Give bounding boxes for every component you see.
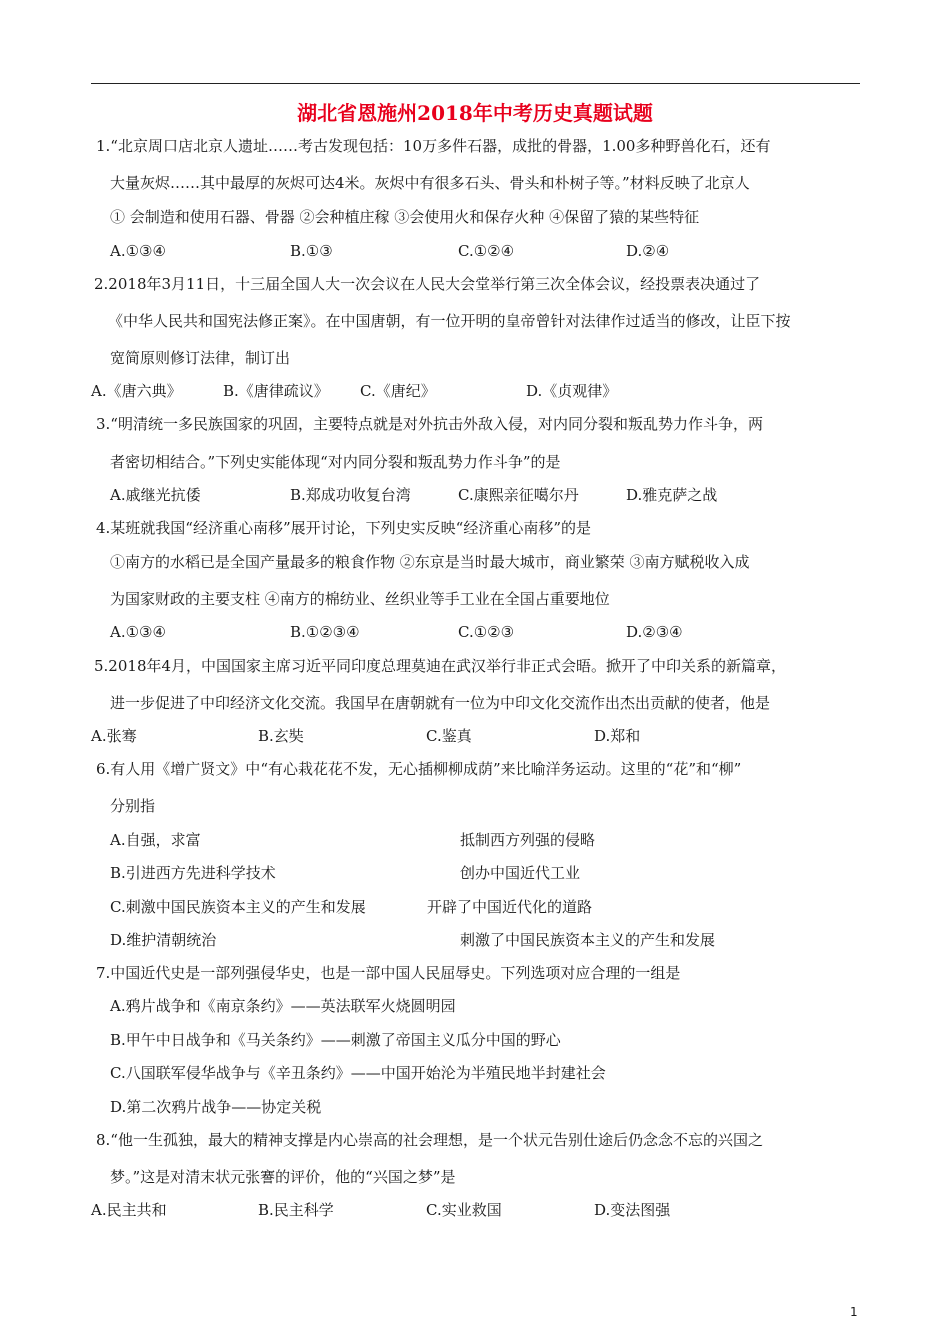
question-line: 6.有人用《增广贤文》中“有心栽花花不发，无心插柳柳成荫”来比喻洋务运动。这里的“花”和“柳”: [96, 760, 742, 778]
option-b: B.民主科学: [258, 1201, 334, 1219]
question-line: ①南方的水稻已是全国产量最多的粮食作物 ②东京是当时最大城市，商业繁荣 ③南方赋税收入成: [110, 553, 750, 571]
option-a: A.张骞: [91, 727, 137, 745]
option-c: C.①②③: [458, 623, 515, 641]
option-c: C.八国联军侵华战争与《辛丑条约》——中国开始沦为半殖民地半封建社会: [110, 1064, 606, 1082]
question-line: 4.某班就我国“经济重心南移”展开讨论，下列史实反映“经济重心南移”的是: [96, 519, 591, 537]
question-line: 8.“他一生孤独，最大的精神支撑是内心崇高的社会理想，是一个状元告别仕途后仍念念不忘的兴国之: [96, 1131, 763, 1149]
option-d: D.郑和: [594, 727, 641, 745]
question-line: 5.2018年4月，中国国家主席习近平同印度总理莫迪在武汉举行非正式会晤。掀开了中印关系的新篇章，: [94, 657, 787, 675]
option-b: B.《唐律疏议》: [223, 382, 329, 400]
option-c: C.①②④: [458, 242, 515, 260]
question-line: 2.2018年3月11日，十三届全国人大一次会议在人民大会堂举行第三次全体会议，经投票表决通过了: [94, 275, 761, 293]
option-a: A.戚继光抗倭: [110, 486, 201, 504]
option-b: B.甲午中日战争和《马关条约》——刺激了帝国主义瓜分中国的野心: [110, 1031, 561, 1049]
question-line: 进一步促进了中印经济文化交流。我国早在唐朝就有一位为中印文化交流作出杰出贡献的使者，他是: [110, 694, 771, 712]
header-rule: [91, 83, 860, 84]
option-d: D.雅克萨之战: [626, 486, 718, 504]
option-b-right: 创办中国近代工业: [460, 864, 581, 882]
option-a: A.《唐六典》: [91, 382, 182, 400]
option-d-left: D.维护清朝统治: [110, 931, 217, 949]
option-a: A.①③④: [110, 623, 166, 641]
option-b-left: B.引进西方先进科学技术: [110, 864, 276, 882]
question-line: 大量灰烬……其中最厚的灰烬可达4米。灰烬中有很多石头、骨头和朴树子等。”材料反映了北京人: [110, 174, 750, 192]
page-number: 1: [850, 1305, 858, 1319]
question-line: 《中华人民共和国宪法修正案》。在中国唐朝，有一位开明的皇帝曾针对法律作过适当的修改，让臣下按: [108, 312, 791, 330]
question-line: 者密切相结合。”下列史实能体现“对内同分裂和叛乱势力作斗争”的是: [110, 453, 561, 471]
option-c: C.实业救国: [426, 1201, 502, 1219]
option-a-left: A.自强，求富: [110, 831, 201, 849]
option-b: B.玄奘: [258, 727, 304, 745]
question-line: 梦。”这是对清末状元张謇的评价，他的“兴国之梦”是: [110, 1168, 456, 1186]
option-d: D.②③④: [626, 623, 683, 641]
option-a-right: 抵制西方列强的侵略: [460, 831, 596, 849]
question-line: 宽简原则修订法律，制订出: [110, 349, 291, 367]
option-b: B.①②③④: [290, 623, 360, 641]
option-a: A.民主共和: [91, 1201, 167, 1219]
option-d: D.第二次鸦片战争——协定关税: [110, 1098, 322, 1116]
question-line: 3.“明清统一多民族国家的巩固，主要特点就是对外抗击外敌入侵，对内同分裂和叛乱势力作斗争，两: [96, 415, 763, 433]
option-b: B.①③: [290, 242, 333, 260]
question-line: 分别指: [110, 797, 156, 815]
option-c: C.鉴真: [426, 727, 472, 745]
option-c: C.康熙亲征噶尔丹: [458, 486, 579, 504]
option-a: A.鸦片战争和《南京条约》——英法联军火烧圆明园: [110, 997, 456, 1015]
question-line: 7.中国近代史是一部列强侵华史，也是一部中国人民屈辱史。下列选项对应合理的一组是: [96, 964, 681, 982]
option-c-right: 开辟了中国近代化的道路: [427, 898, 593, 916]
question-line: ① 会制造和使用石器、骨器 ②会种植庄稼 ③会使用火和保存火种 ④保留了猿的某些特征: [110, 208, 700, 226]
option-c-left: C.刺激中国民族资本主义的产生和发展: [110, 898, 366, 916]
option-a: A.①③④: [110, 242, 166, 260]
option-d: D.《贞观律》: [526, 382, 618, 400]
question-line: 1.“北京周口店北京人遗址……考古发现包括：10万多件石器，成批的骨器，1.00多种野兽化石，还有: [96, 137, 771, 155]
option-d: D.②④: [626, 242, 670, 260]
option-d-right: 刺激了中国民族资本主义的产生和发展: [460, 931, 716, 949]
option-b: B.郑成功收复台湾: [290, 486, 411, 504]
question-line: 为国家财政的主要支柱 ④南方的棉纺业、丝织业等手工业在全国占重要地位: [110, 590, 610, 608]
option-c: C.《唐纪》: [360, 382, 436, 400]
page-title: 湖北省恩施州2018年中考历史真题试题: [297, 101, 653, 125]
option-d: D.变法图强: [594, 1201, 671, 1219]
